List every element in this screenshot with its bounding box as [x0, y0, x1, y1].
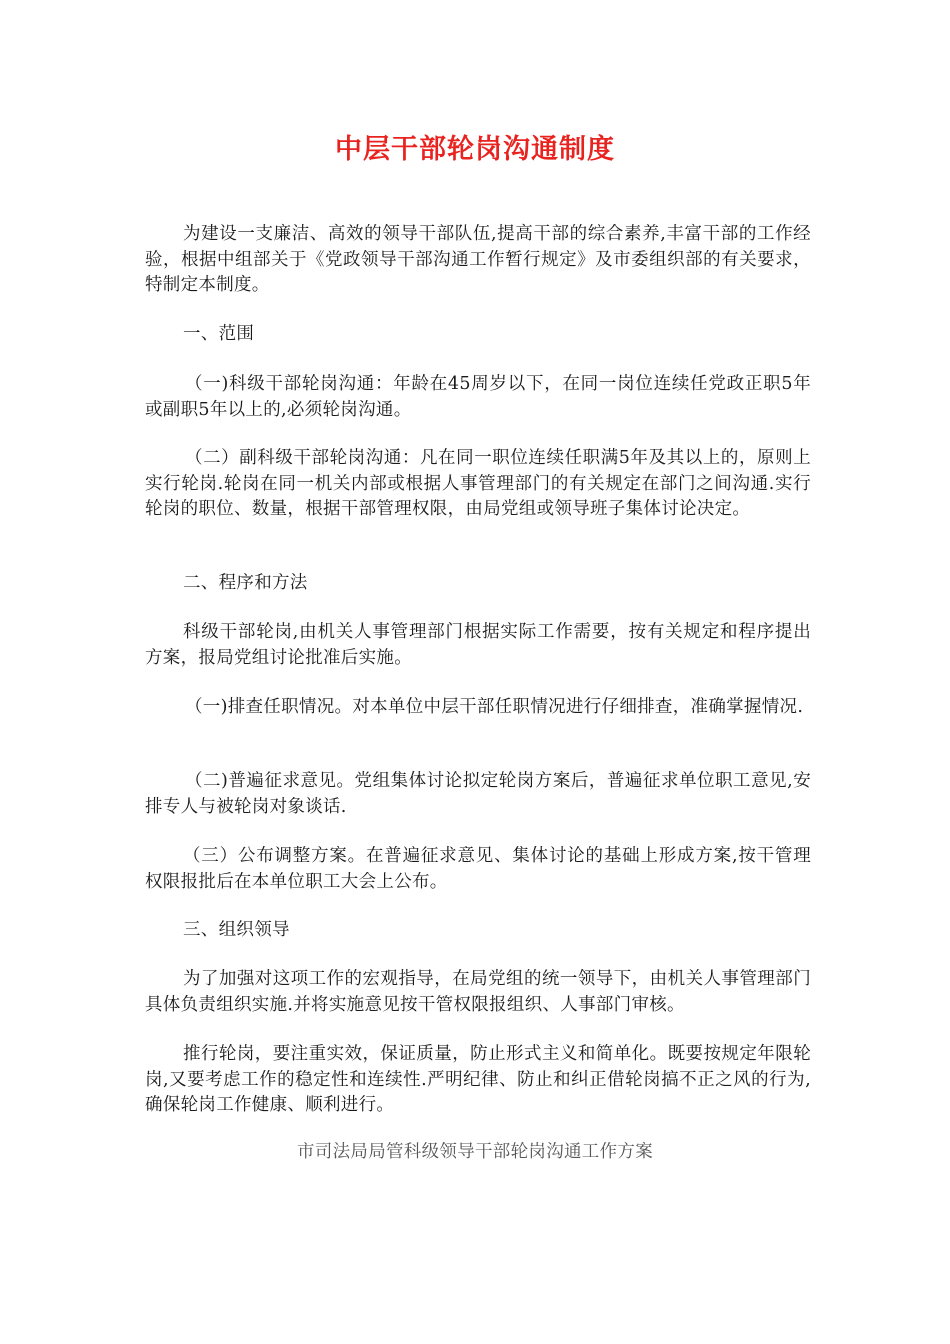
- section-heading-procedure: 二、程序和方法: [183, 573, 308, 593]
- paragraph-implementation-requirements: 推行轮岗，要注重实效，保证质量，防止形式主义和简单化。既要按规定年限轮岗,又要考虑工作的稳定性和连续性.严明纪律、防止和纠正借轮岗搞不正之风的行为,确保轮岗工作健康、顺利进行。: [145, 1044, 811, 1115]
- intro-paragraph: 为建设一支廉洁、高效的领导干部队伍,提高干部的综合素养,丰富干部的工作经验，根据中组部关于《党政领导干部沟通工作暂行规定》及市委组织部的有关要求，特制定本制度。: [145, 224, 811, 295]
- paragraph-step-consultation: （二)普遍征求意见。党组集体讨论拟定轮岗方案后，普遍征求单位职工意见,安排专人与被轮岗对象谈话.: [145, 771, 811, 817]
- document-title: 中层干部轮岗沟通制度: [335, 134, 615, 165]
- paragraph-step-investigation: （一)排查任职情况。对本单位中层干部任职情况进行仔细排查，准确掌握情况.: [185, 697, 804, 717]
- footer-heading: 市司法局局管科级领导干部轮岗沟通工作方案: [297, 1142, 653, 1162]
- section-heading-scope: 一、范围: [183, 324, 255, 344]
- section-heading-leadership: 三、组织领导: [183, 920, 290, 940]
- paragraph-section-level-rotation: （一)科级干部轮岗沟通：年龄在45周岁以下，在同一岗位连续任党政正职5年或副职5年以上的,必须轮岗沟通。: [145, 374, 811, 420]
- paragraph-procedure-intro: 科级干部轮岗,由机关人事管理部门根据实际工作需要，按有关规定和程序提出方案，报局党组讨论批准后实施。: [145, 622, 811, 668]
- paragraph-leadership-guidance: 为了加强对这项工作的宏观指导，在局党组的统一领导下，由机关人事管理部门具体负责组织实施.并将实施意见按干管权限报组织、人事部门审核。: [145, 969, 811, 1015]
- paragraph-deputy-section-level-rotation: （二）副科级干部轮岗沟通：凡在同一职位连续任职满5年及其以上的，原则上实行轮岗.轮岗在同一机关内部或根据人事管理部门的有关规定在部门之间沟通.实行轮岗的职位、数量，根据干部管理权限，由局党组或领导班子集体讨论决定。: [145, 448, 811, 519]
- paragraph-step-publication: （三）公布调整方案。在普遍征求意见、集体讨论的基础上形成方案,按干管理权限报批后在本单位职工大会上公布。: [145, 846, 811, 892]
